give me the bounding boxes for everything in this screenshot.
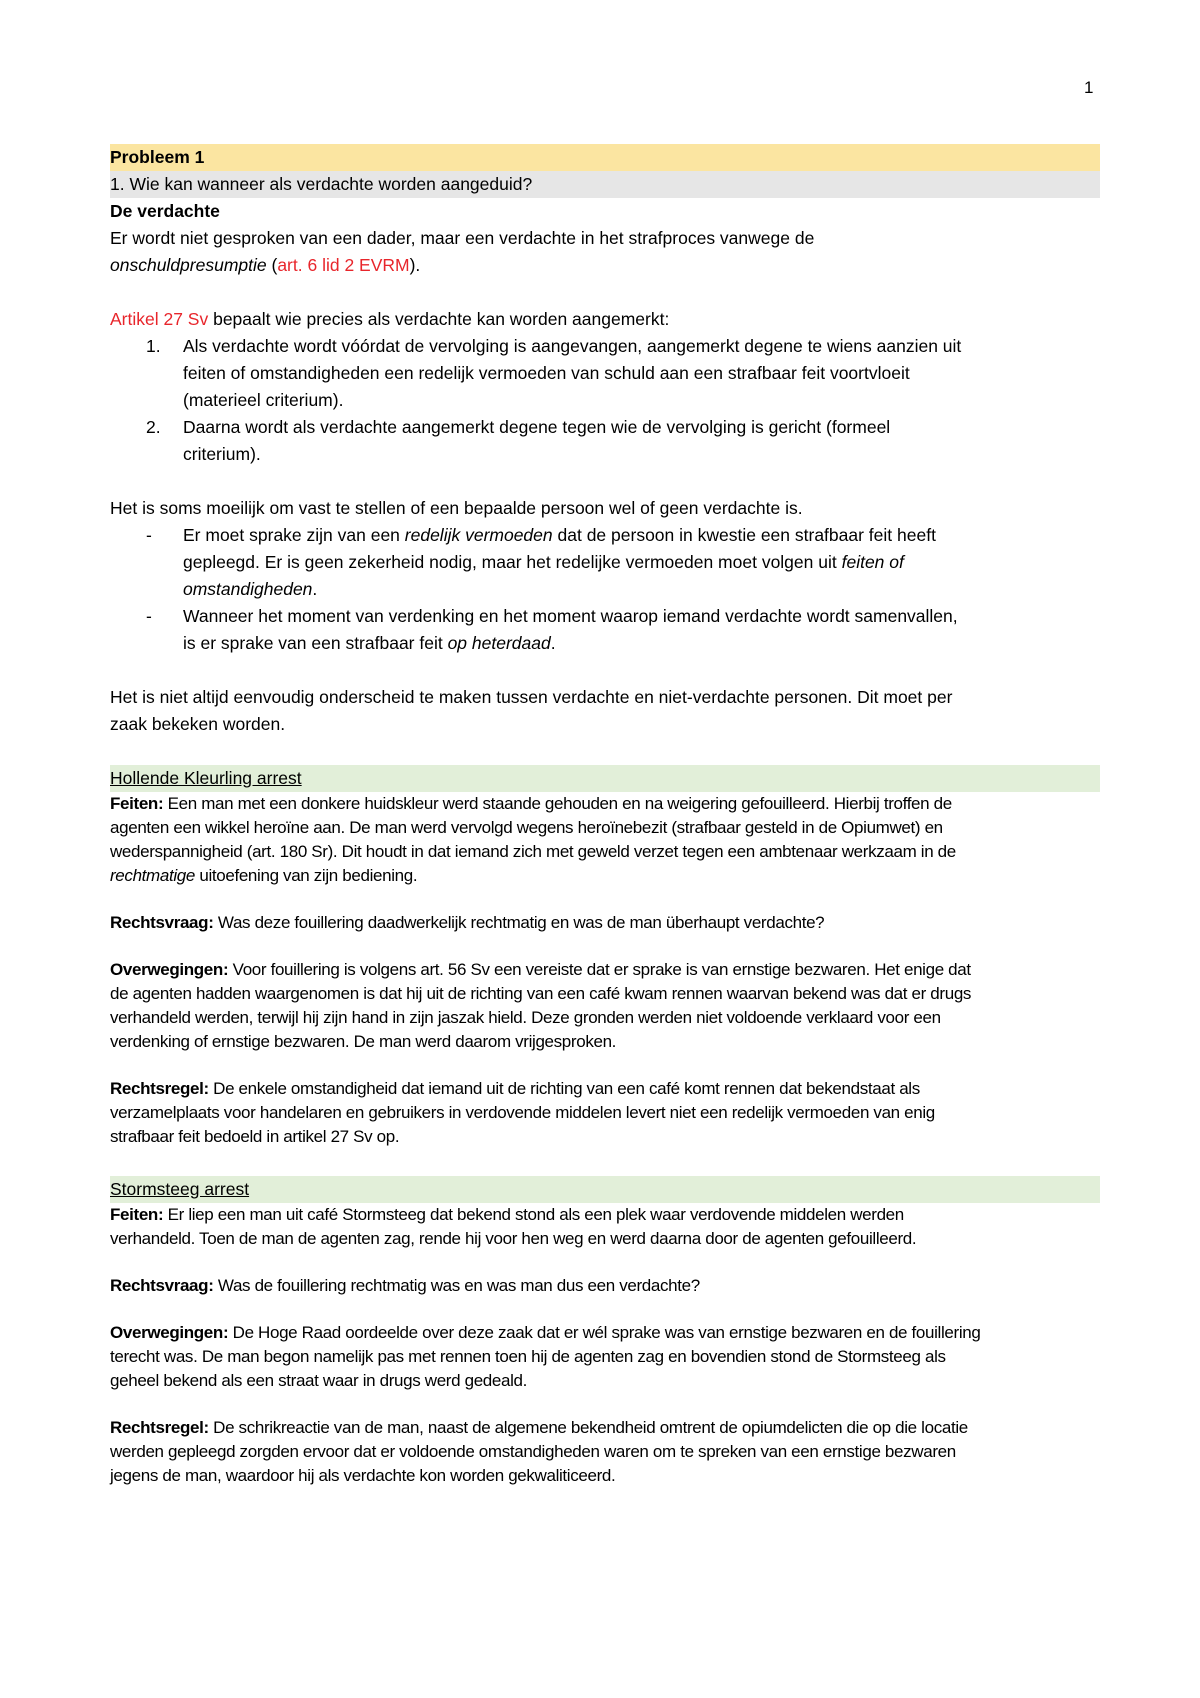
- bullet-item: - Wanneer het moment van verdenking en het moment waarop iemand verdachte wordt samenvallen,: [146, 606, 958, 626]
- list-item: 2. Daarna wordt als verdachte aangemerkt degene tegen wie de vervolging is gericht (formeel: [146, 417, 891, 437]
- intro-line: onschuldpresumptie (art. 6 lid 2 EVRM).: [110, 255, 421, 275]
- case-section-rechtsvraag: Rechtsvraag: Was deze fouillering daadwerkelijk rechtmatig en was de man überhaupt verdachte?: [110, 913, 825, 932]
- legal-reference: Artikel 27 Sv: [110, 309, 209, 329]
- case-section-rechtsregel: Rechtsregel: De enkele omstandigheid dat iemand uit de richting van een café komt rennen dat bekendstaat als: [110, 1079, 920, 1098]
- article-intro: Artikel 27 Sv bepaalt wie precies als verdachte kan worden aangemerkt:: [110, 309, 670, 329]
- list-item: 1. Als verdachte wordt vóórdat de vervolging is aangevangen, aangemerkt degene te wiens aanzien uit: [146, 336, 962, 356]
- case-title: Hollende Kleurling arrest: [110, 765, 1100, 792]
- page-number: 1: [1084, 78, 1094, 97]
- case-section-overwegingen: Overwegingen: De Hoge Raad oordeelde over deze zaak dat er wél sprake was van ernstige bezwaren en de fouillering: [110, 1323, 981, 1342]
- case-title: Stormsteeg arrest: [110, 1176, 1100, 1203]
- case-section-feiten: Feiten: Een man met een donkere huidskleur werd staande gehouden en na weigering gefouilleerd. Hierbij troffen de agenten een wikkel heroïne aan. De man werd vervolgd wegens heroïnebezit (strafbaar gesteld in de Opiumwet) en wederspannigheid (art. 180 Sr). Dit houdt in dat iemand zich met geweld verzet tegen een ambtenaar werkzaam in de rechtmatige uitoefening van zijn bediening. Rechtsvraag: Was deze fouillering daadwerkelijk rechtmatig en was de man überhaupt verdachte? Overwegingen: Voor fouillering is volgens art. 56 Sv een vereiste dat er sprake is van ernstige bezwaren. Het enige dat de agenten hadden waargenomen is dat hij uit de richting van een café kwam rennen waarvan bekend was dat er drugs verhandeld werden, terwijl hij zijn hand in zijn jaszak hield. Deze gronden werden niet voldoende verklaard voor een verdenking of ernstige bezwaren. De man werd daarom vrijgesproken. Rechtsregel: De enkele omstandigheid dat iemand uit de richting van een café komt rennen dat bekendstaat als verzamelplaats voor handelaren en gebruikers in verdovende middelen levert niet een redelijk vermoeden van enig strafbaar feit bedoeld in artikel 27 Sv op.: [110, 792, 1100, 1149]
- intro-line: Er wordt niet gesproken van een dader, maar een verdachte in het strafproces vanwege de: [110, 228, 815, 248]
- section-title: De verdachte: [110, 201, 220, 221]
- paragraph: Het is niet altijd eenvoudig onderscheid te maken tussen verdachte en niet-verdachte personen. Dit moet per: [110, 687, 953, 707]
- paragraph: zaak bekeken worden.: [110, 714, 286, 734]
- legal-reference: art. 6 lid 2 EVRM: [277, 255, 410, 275]
- case-section-overwegingen: Overwegingen: Voor fouillering is volgens art. 56 Sv een vereiste dat er sprake is van ernstige bezwaren. Het enige dat: [110, 960, 971, 979]
- document-body: Probleem 1 1. Wie kan wanneer als verdachte worden aangeduid? De verdachte Er wordt niet gesproken van een dader, maar een verdachte in het strafproces vanwege de onschuldpresumptie (art. 6 lid 2 EVRM). Artikel 27 Sv bepaalt wie precies als verdachte kan worden aangemerkt: 1. Als verdachte wordt vóórdat de vervolging is aangevangen, aangemerkt degene te wiens aanzien uit feiten of omstandigheden een redelijk vermoeden van schuld aan een strafbaar feit voortvloeit (materieel criterium). 2. Daarna wordt als verdachte aangemerkt degene tegen wie de vervolging is gericht (formeel criterium). Het is soms moeilijk om vast te stellen of een bepaalde persoon wel of geen verdachte is. - Er moet sprake zijn van een redelijk vermoeden dat de persoon in kwestie een strafbaar feit heeft gepleegd. Er is geen zekerheid nodig, maar het redelijke vermoeden moet volgen uit feiten of omstandigheden. - Wanneer het moment van verdenking en het moment waarop iemand verdachte wordt samenvallen, is er sprake van een strafbaar feit op heterdaad. Het is niet altijd eenvoudig onderscheid te maken tussen verdachte en niet-verdachte personen. Dit moet per zaak bekeken worden. Hollende Kleurling arrest Feiten: Een man met een donkere huidskleur werd staande gehouden en na weigering gefouilleerd. Hierbij troffen de agenten een wikkel heroïne aan. De man werd vervolgd wegens heroïnebezit (strafbaar gesteld in de Opiumwet) en wederspannigheid (art. 180 Sr). Dit houdt in dat iemand zich met geweld verzet tegen een ambtenaar werkzaam in de rechtmatige uitoefening van zijn bediening. Rechtsvraag: Was deze fouillering daadwerkelijk rechtmatig en was de man überhaupt verdachte? Overwegingen: Voor fouillering is volgens art. 56 Sv een vereiste dat er sprake is van ernstige bezwaren. Het enige dat de agenten hadden waargenomen is dat hij uit de richting van een café kwam rennen waarvan bekend was dat er drugs verhandeld werden, terwijl hij zijn hand in zijn jaszak hield. Deze gronden werden niet voldoende verklaard voor een verdenking of ernstige bezwaren. De man werd daarom vrijgesproken. Rechtsregel: De enkele omstandigheid dat iemand uit de richting van een café komt rennen dat bekendstaat als verzamelplaats voor handelaren en gebruikers in verdovende middelen levert niet een redelijk vermoeden van enig strafbaar feit bedoeld in artikel 27 Sv op. Stormsteeg arrest Feiten: Er liep een man uit café Stormsteeg dat bekend stond als een plek waar verdovende middelen werden verhandeld. Toen de man de agenten zag, rende hij voor hen weg en werd daarna door de agenten gefouilleerd. Rechtsvraag: Was de fouillering rechtmatig was en was man dus een verdachte? Overwegingen: De Hoge Raad oordeelde over deze zaak dat er wél sprake was van ernstige bezwaren en de fouillering terecht was. De man begon namelijk pas met rennen toen hij de agenten zag en bovendien stond de Stormsteeg als geheel bekend als een straat waar in drugs werd gedeald. Rechtsregel: De schrikreactie van de man, naast de algemene bekendheid omtrent de opiumdelicten die op die locatie werden gepleegd zorgden ervoor dat er voldoende omstandigheden waren om te spreken van een ernstige bezwaren jegens de man, waardoor hij als verdachte kon worden gekwaliticeerd.: [110, 144, 1100, 1488]
- question: 1. Wie kan wanneer als verdachte worden aangeduid?: [110, 171, 1100, 198]
- case-section-rechtsvraag: Rechtsvraag: Was de fouillering rechtmatig was en was man dus een verdachte?: [110, 1276, 700, 1295]
- heading: Probleem 1: [110, 144, 1100, 171]
- bullet-item: - Er moet sprake zijn van een redelijk vermoeden dat de persoon in kwestie een strafbaar feit heeft: [146, 525, 936, 545]
- case-section-feiten: Feiten: Er liep een man uit café Stormsteeg dat bekend stond als een plek waar verdovende middelen werden verhandeld. Toen de man de agenten zag, rende hij voor hen weg en werd daarna door de agenten gefouilleerd. Rechtsvraag: Was de fouillering rechtmatig was en was man dus een verdachte? Overwegingen: De Hoge Raad oordeelde over deze zaak dat er wél sprake was van ernstige bezwaren en de fouillering terecht was. De man begon namelijk pas met rennen toen hij de agenten zag en bovendien stond de Stormsteeg als geheel bekend als een straat waar in drugs werd gedeald. Rechtsregel: De schrikreactie van de man, naast de algemene bekendheid omtrent de opiumdelicten die op die locatie werden gepleegd zorgden ervoor dat er voldoende omstandigheden waren om te spreken van een ernstige bezwaren jegens de man, waardoor hij als verdachte kon worden gekwaliticeerd.: [110, 1203, 1100, 1488]
- paragraph: Het is soms moeilijk om vast te stellen of een bepaalde persoon wel of geen verdachte is.: [110, 498, 803, 518]
- term: onschuldpresumptie: [110, 255, 267, 275]
- case-section-rechtsregel: Rechtsregel: De schrikreactie van de man, naast de algemene bekendheid omtrent de opiumdelicten die op die locatie: [110, 1418, 968, 1437]
